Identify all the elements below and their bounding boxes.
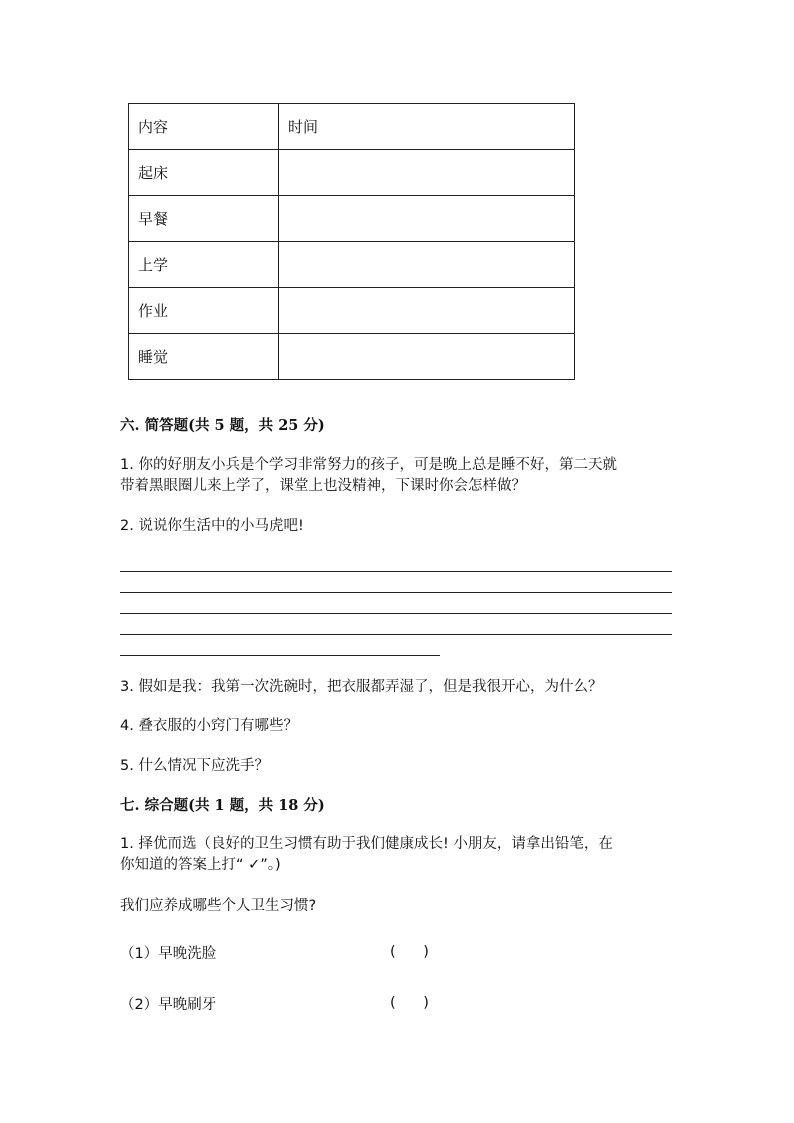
schedule-table	[128, 103, 575, 380]
table-row	[129, 196, 575, 242]
answer-line[interactable]	[120, 571, 672, 572]
question-6-5: 5. 什么情况下应洗手？	[120, 758, 269, 774]
answer-line[interactable]	[120, 655, 440, 656]
question-7-1-line2: 你知道的答案上打“ ✓”。)	[120, 857, 281, 873]
table-row	[129, 288, 575, 334]
choice-item-label: （1）早晚洗脸	[120, 946, 217, 962]
question-6-1-line2: 带着黑眼圈儿来上学了，课堂上也没精神，下课时你会怎样做？	[120, 478, 526, 494]
choice-answer-paren[interactable]: ( )	[390, 995, 429, 1011]
section-7-heading: 七. 综合题(共 1 题，共 18 分)	[120, 797, 325, 814]
table-row	[129, 334, 575, 380]
table-cell-activity: 作业	[129, 288, 279, 334]
table-cell-activity: 起床	[129, 150, 279, 196]
section-6-heading: 六. 简答题(共 5 题，共 25 分)	[120, 417, 325, 434]
choice-answer-paren[interactable]: ( )	[390, 944, 429, 960]
question-6-2: 2. 说说你生活中的小马虎吧!	[120, 518, 304, 534]
table-cell-time[interactable]	[279, 150, 575, 196]
question-7-1-line1: 1. 择优而选（良好的卫生习惯有助于我们健康成长! 小朋友，请拿出铅笔，在	[120, 836, 613, 852]
table-header-cell: 内容	[129, 104, 279, 150]
table-cell-time[interactable]	[279, 242, 575, 288]
question-6-4: 4. 叠衣服的小窍门有哪些？	[120, 718, 298, 734]
answer-line[interactable]	[120, 613, 672, 614]
table-row	[129, 150, 575, 196]
table-row	[129, 242, 575, 288]
table-cell-time[interactable]	[279, 334, 575, 380]
question-6-3: 3. 假如是我：我第一次洗碗时，把衣服都弄湿了，但是我很开心，为什么？	[120, 679, 603, 695]
answer-line[interactable]	[120, 592, 672, 593]
table-header-cell: 时间	[279, 104, 575, 150]
question-7-prompt: 我们应养成哪些个人卫生习惯?	[120, 898, 317, 914]
table-header-row	[129, 104, 575, 150]
answer-line[interactable]	[120, 634, 672, 635]
table-cell-time[interactable]	[279, 288, 575, 334]
table-cell-activity: 早餐	[129, 196, 279, 242]
table-cell-time[interactable]	[279, 196, 575, 242]
choice-item-label: （2）早晚刷牙	[120, 997, 217, 1013]
question-6-1-line1: 1. 你的好朋友小兵是个学习非常努力的孩子，可是晚上总是睡不好，第二天就	[120, 457, 617, 473]
table-cell-activity: 上学	[129, 242, 279, 288]
table-cell-activity: 睡觉	[129, 334, 279, 380]
